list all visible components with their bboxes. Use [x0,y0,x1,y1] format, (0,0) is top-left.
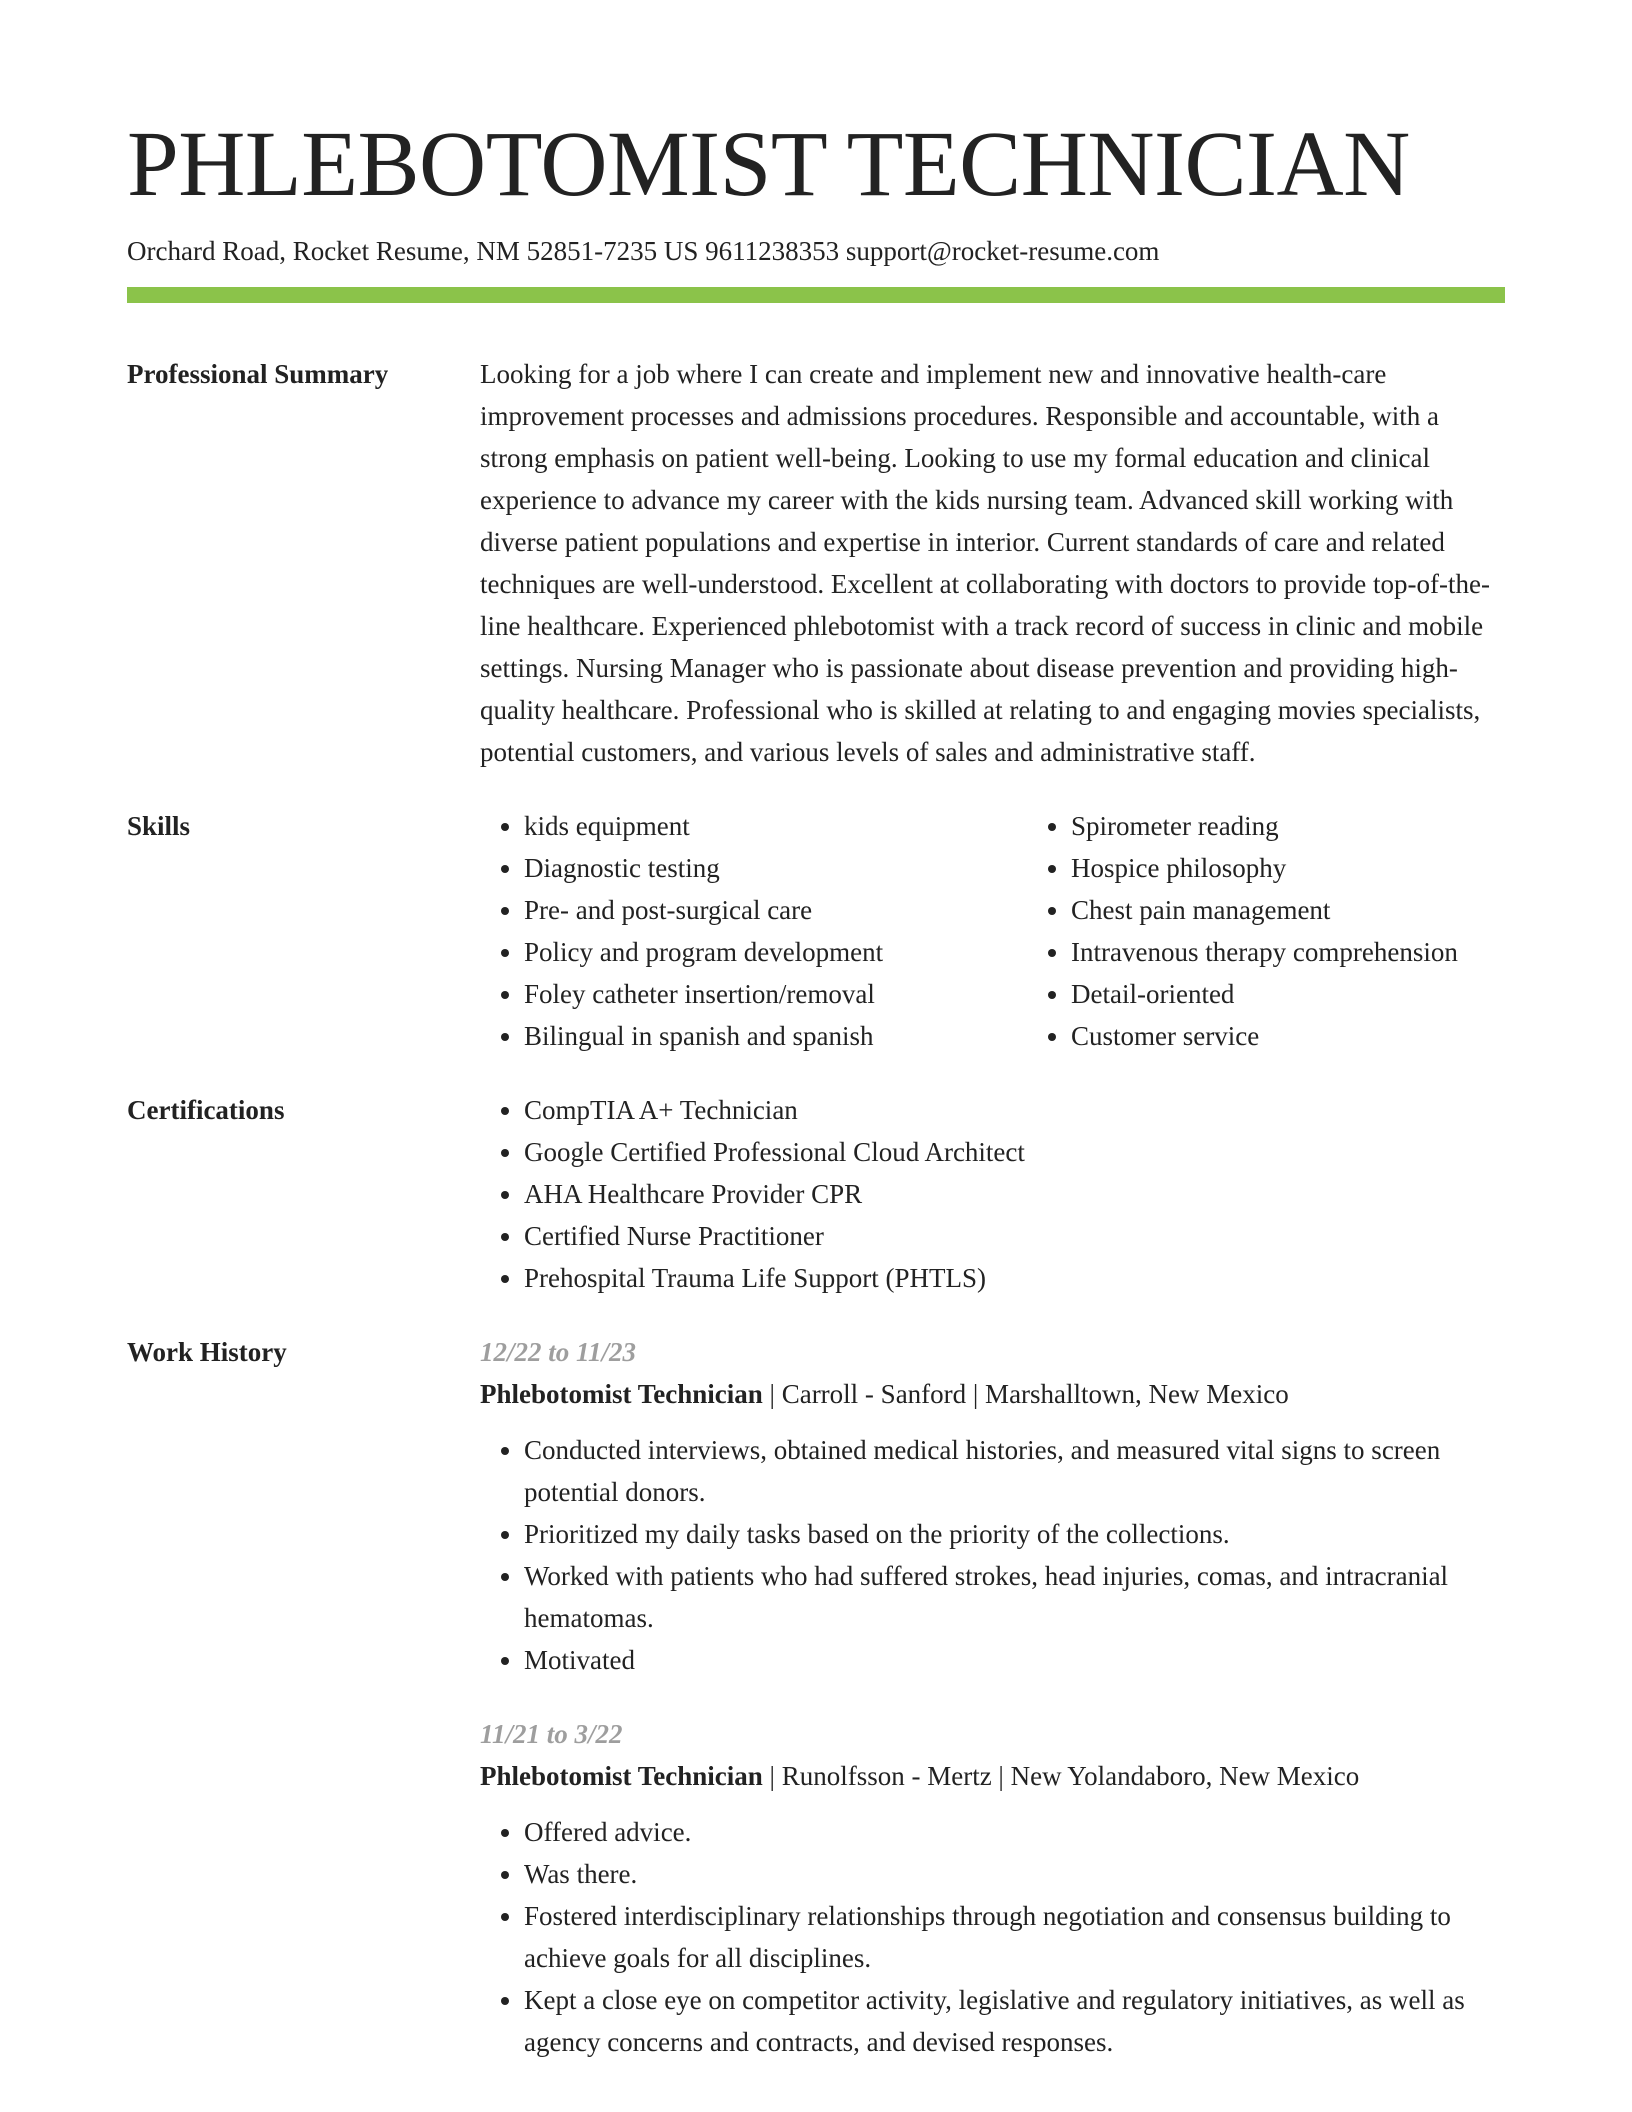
job-dates: 11/21 to 3/22 [480,1719,623,1750]
certification-item: • AHA Healthcare Provider CPR [524,1173,1505,1215]
skills-list-right [1027,805,1505,1057]
job-bullets [480,1811,1505,2063]
work-history-body [480,1331,1505,2063]
skill-item: • kids equipment [524,805,1027,847]
skills-section [127,805,1505,1057]
certification-item: • Certified Nurse Practitioner [524,1215,1505,1257]
job-bullet: • Worked with patients who had suffered strokes, head injuries, comas, and intracranial hematomas. [524,1555,1505,1639]
skill-item: • Chest pain management [1071,889,1505,931]
skill-item: • Detail-oriented [1071,973,1505,1015]
skill-item: • Policy and program development [524,931,1027,973]
job-dates: 12/22 to 11/23 [480,1337,637,1368]
job-bullet: • Was there. [524,1853,1505,1895]
certification-item: • CompTIA A+ Technician [524,1089,1505,1131]
job-details: | Runolfsson - Mertz | New Yolandaboro, New Mexico [762,1761,1360,1792]
job-bullet: • Motivated [524,1639,1505,1681]
certifications-list [480,1089,1505,1299]
job-bullets [480,1429,1505,1681]
job-bullet: • Conducted interviews, obtained medical histories, and measured vital signs to screen potential donors. [524,1429,1505,1513]
job-bullet: • Offered advice. [524,1811,1505,1853]
work-history-heading: Work History [127,1337,287,1368]
skill-item: • Bilingual in spanish and spanish [524,1015,1027,1057]
job-heading [480,1373,1505,1415]
job-bullet: • Fostered interdisciplinary relationships through negotiation and consensus building to achieve goals for all disciplines. [524,1895,1505,1979]
job-heading [480,1755,1505,1797]
certifications-heading: Certifications [127,1095,285,1126]
job-bullet: • Prioritized my daily tasks based on the priority of the collections. [524,1513,1505,1555]
skill-item: • Pre- and post-surgical care [524,889,1027,931]
summary-text: Looking for a job where I can create and implement new and innovative health-care improvement processes and admissions procedures. Responsible and accountable, with a strong emphasis on patient well-being. Looking to use my formal education and clinical experience to advance my career with the kids nursing team. Advanced skill working with diverse patient populations and expertise in interior. Current standards of care and related techniques are well-understood. Excellent at collaborating with doctors to provide top-of-the-line healthcare. Experienced phlebotomist with a track record of success in clinic and mobile settings. Nursing Manager who is passionate about disease prevention and providing high-quality healthcare. Professional who is skilled at relating to and engaging movies specialists, potential customers, and various levels of sales and administrative staff. [480,359,1490,768]
skills-heading: Skills [127,811,191,842]
certification-item: • Google Certified Professional Cloud Architect [524,1131,1505,1173]
job-details: | Carroll - Sanford | Marshalltown, New Mexico [762,1379,1289,1410]
skill-item: • Intravenous therapy comprehension [1071,931,1505,973]
skill-item: • Diagnostic testing [524,847,1027,889]
skill-item: • Spirometer reading [1071,805,1505,847]
job-title: Phlebotomist Technician [480,1379,763,1410]
job-entry [480,1713,1505,2063]
header-divider [127,287,1505,303]
skill-item: • Customer service [1071,1015,1505,1057]
contact-line: Orchard Road, Rocket Resume, NM 52851-7235 US 9611238353 support@rocket-resume.com [127,236,1160,266]
job-title: Phlebotomist Technician [480,1761,763,1792]
summary-heading: Professional Summary [127,359,389,390]
summary-section [127,303,1505,773]
work-history-section [127,1331,1505,2063]
skills-list-left [480,805,1027,1057]
certifications-body [480,1089,1505,1299]
certifications-section [127,1089,1505,1299]
candidate-name: PHLEBOTOMIST TECHNICIAN [127,113,1410,216]
job-bullet: • Kept a close eye on competitor activity, legislative and regulatory initiatives, as well as agency concerns and contracts, and devised responses. [524,1979,1505,2063]
skills-columns [480,805,1505,1057]
skill-item: • Hospice philosophy [1071,847,1505,889]
certification-item: • Prehospital Trauma Life Support (PHTLS) [524,1257,1505,1299]
skill-item: • Foley catheter insertion/removal [524,973,1027,1015]
job-entry [480,1331,1505,1681]
